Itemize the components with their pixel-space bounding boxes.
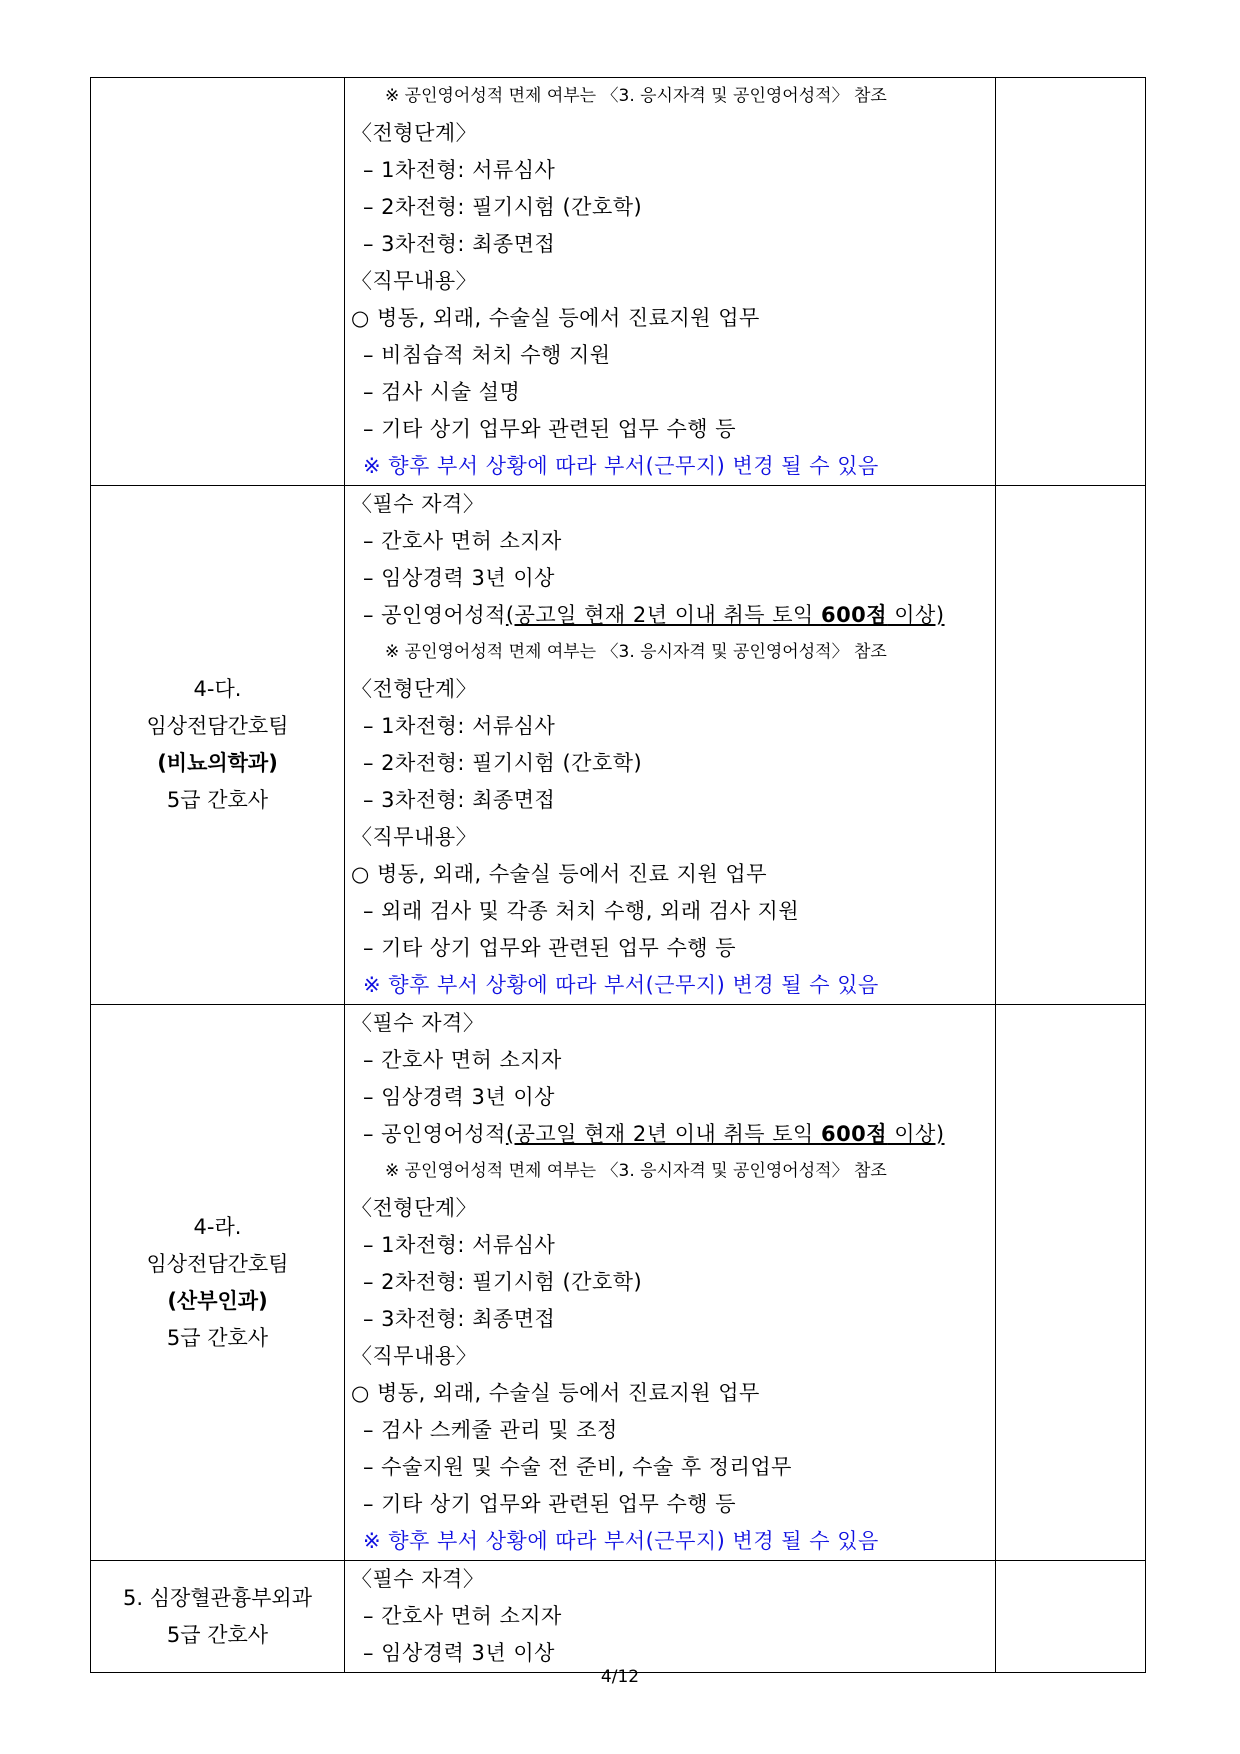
position-label-line: 임상전담간호팀 <box>146 714 289 738</box>
section-line: 〈전형단계〉 <box>351 677 478 701</box>
section-line: 〈필수 자격〉 <box>351 1567 485 1591</box>
detail-item: – 간호사 면허 소지자 <box>363 1604 562 1628</box>
table-row <box>91 486 1146 1005</box>
detail-item: – 3차전형: 최종면접 <box>363 1307 556 1331</box>
english-score-label: – 공인영어성적 <box>363 1122 506 1146</box>
section-line: 〈직무내용〉 <box>351 269 478 293</box>
english-score-requirement <box>345 1116 995 1153</box>
detail-item: – 기타 상기 업무와 관련된 업무 수행 등 <box>363 1492 737 1516</box>
detail-item: – 외래 검사 및 각종 처치 수행, 외래 검사 지원 <box>363 899 800 923</box>
detail-item: – 임상경력 3년 이상 <box>363 1085 555 1109</box>
section-line: 〈필수 자격〉 <box>351 1011 485 1035</box>
position-cell <box>91 1005 345 1561</box>
detail-item: – 2차전형: 필기시험 (간호학) <box>363 1270 643 1294</box>
position-label-line: 5급 간호사 <box>166 788 269 812</box>
position-cell <box>91 78 345 486</box>
detail-item: – 1차전형: 서류심사 <box>363 714 556 738</box>
department-change-notice: ※ 향후 부서 상황에 따라 부서(근무지) 변경 될 수 있음 <box>363 454 879 478</box>
english-score-condition <box>506 603 945 627</box>
exemption-note: ※ 공인영어성적 면제 여부는 〈3. 응시자격 및 공인영어성적〉 참조 <box>385 86 887 106</box>
english-score-condition-start: (공고일 현재 2년 이내 취득 토익 <box>505 1122 821 1146</box>
detail-item: – 임상경력 3년 이상 <box>363 1641 555 1665</box>
position-label-line: 5급 간호사 <box>166 1622 269 1647</box>
position-cell <box>91 486 345 1005</box>
toeic-minimum-score: 600점 <box>820 603 888 627</box>
remarks-cell <box>996 1005 1146 1561</box>
position-label-line: (산부인과) <box>167 1288 268 1313</box>
details-cell <box>345 486 996 1005</box>
remarks-cell <box>996 78 1146 486</box>
english-score-label: – 공인영어성적 <box>363 603 506 627</box>
detail-item: – 임상경력 3년 이상 <box>363 566 555 590</box>
section-line: 〈필수 자격〉 <box>351 492 485 516</box>
department-change-notice: ※ 향후 부서 상황에 따라 부서(근무지) 변경 될 수 있음 <box>363 1529 879 1553</box>
english-score-condition-end: 이상) <box>887 603 945 627</box>
detail-item: – 기타 상기 업무와 관련된 업무 수행 등 <box>363 417 737 441</box>
table-row <box>91 1005 1146 1561</box>
english-score-condition-start: (공고일 현재 2년 이내 취득 토익 <box>505 603 821 627</box>
exemption-note: ※ 공인영어성적 면제 여부는 〈3. 응시자격 및 공인영어성적〉 참조 <box>385 642 887 662</box>
detail-item: – 수술지원 및 수술 전 준비, 수술 후 정리업무 <box>363 1455 792 1479</box>
toeic-minimum-score: 600점 <box>820 1122 888 1146</box>
detail-item: – 2차전형: 필기시험 (간호학) <box>363 195 643 219</box>
section-line: ○ 병동, 외래, 수술실 등에서 진료지원 업무 <box>351 1381 760 1405</box>
remarks-cell <box>996 486 1146 1005</box>
english-score-requirement <box>345 597 995 634</box>
position-label-line: 5급 간호사 <box>166 1325 269 1350</box>
details-cell <box>345 78 996 486</box>
detail-item: – 간호사 면허 소지자 <box>363 1048 562 1072</box>
section-line: 〈직무내용〉 <box>351 825 478 849</box>
table-row <box>91 1561 1146 1673</box>
position-cell <box>91 1561 345 1673</box>
department-change-notice: ※ 향후 부서 상황에 따라 부서(근무지) 변경 될 수 있음 <box>363 973 879 997</box>
detail-item: – 1차전형: 서류심사 <box>363 1233 556 1257</box>
detail-item: – 기타 상기 업무와 관련된 업무 수행 등 <box>363 936 737 960</box>
position-label-line: (비뇨의학과) <box>157 751 278 775</box>
details-cell <box>345 1561 996 1673</box>
position-label-line: 임상전담간호팀 <box>146 1251 289 1276</box>
detail-item: – 검사 스케줄 관리 및 조정 <box>363 1418 618 1442</box>
details-cell <box>345 1005 996 1561</box>
english-score-condition-end: 이상) <box>887 1122 945 1146</box>
recruitment-table-body <box>91 78 1146 1673</box>
section-line: 〈전형단계〉 <box>351 1196 478 1220</box>
table-row <box>91 78 1146 486</box>
detail-item: – 2차전형: 필기시험 (간호학) <box>363 751 643 775</box>
english-score-condition <box>506 1122 945 1146</box>
position-label-line: 5. 심장혈관흉부외과 <box>123 1585 312 1610</box>
position-label-line: 4-다. <box>193 677 242 701</box>
section-line: 〈전형단계〉 <box>351 121 478 145</box>
section-line: ○ 병동, 외래, 수술실 등에서 진료 지원 업무 <box>351 862 767 886</box>
recruitment-table <box>90 77 1146 1673</box>
detail-item: – 간호사 면허 소지자 <box>363 529 562 553</box>
exemption-note: ※ 공인영어성적 면제 여부는 〈3. 응시자격 및 공인영어성적〉 참조 <box>385 1161 887 1181</box>
remarks-cell <box>996 1561 1146 1673</box>
section-line: 〈직무내용〉 <box>351 1344 478 1368</box>
position-label-line: 4-라. <box>193 1214 242 1239</box>
detail-item: – 3차전형: 최종면접 <box>363 788 556 812</box>
detail-item: – 1차전형: 서류심사 <box>363 158 556 182</box>
detail-item: – 검사 시술 설명 <box>363 380 521 404</box>
section-line: ○ 병동, 외래, 수술실 등에서 진료지원 업무 <box>351 306 760 330</box>
detail-item: – 3차전형: 최종면접 <box>363 232 556 256</box>
page-number: 4/12 <box>600 1667 640 1687</box>
detail-item: – 비침습적 처치 수행 지원 <box>363 343 611 367</box>
